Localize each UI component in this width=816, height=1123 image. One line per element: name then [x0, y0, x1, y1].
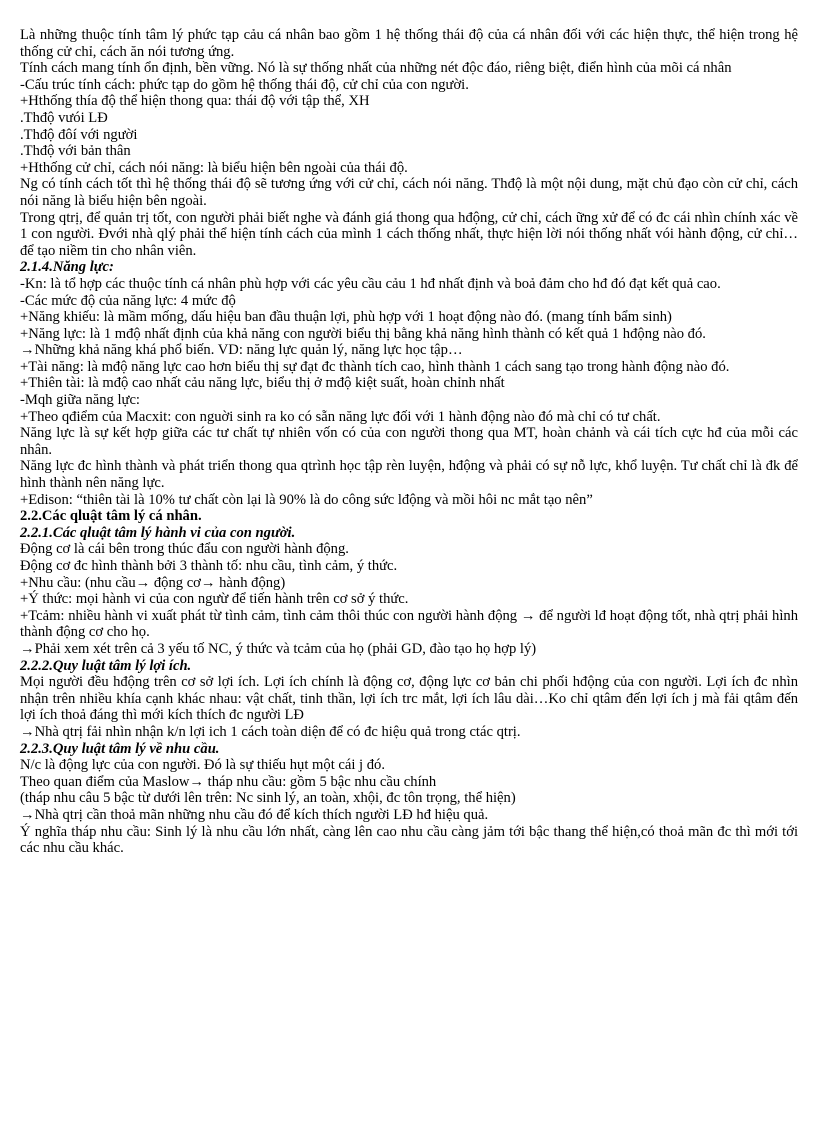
paragraph: Ý nghĩa tháp nhu cầu: Sinh lý là nhu cầu lớn nhất, càng lên cao nhu cầu càng jảm tới bậc thang thể hiện,có thoả mãn đc thì mới tới các nhu cầu khác. [20, 823, 798, 857]
paragraph: .Thđộ với bản thân [20, 143, 131, 160]
paragraph: +Theo qđiểm của Macxit: con nguời sinh ra ko có sẵn năng lực đối với 1 hành động nào đó mà chỉ có tư chất. [20, 408, 661, 425]
section-heading: 2.2.3.Quy luật tâm lý về nhu cầu. [20, 740, 220, 757]
section-heading: 2.2.Các qluật tâm lý cá nhân. [20, 508, 202, 525]
section-heading: 2.2.2.Quy luật tâm lý lợi ích. [20, 657, 192, 674]
paragraph: +Hthống thía độ thể hiện thong qua: thái độ với tập thể, XH [20, 93, 370, 110]
paragraph: Tính cách mang tính ổn định, bền vững. Nó là sự thống nhất của những nét độc đáo, riêng biệt, điển hình của mõi cá nhân [20, 60, 732, 77]
paragraph: Năng lực đc hình thành và phát triển thong qua qtrình học tập rèn luyện, hđộng và phải có sự nỗ lực, khổ luyện. Tư chất chỉ là đk để hình thành nên năng lực. [20, 458, 798, 492]
paragraph: Mọi người đều hđộng trên cơ sở lợi ích. Lợi ích chính là động cơ, động lực cơ bản chi phối hđộng của con người. Lợi ích đc nhìn nhận trên nhiều khía cạnh khác nhau: vật chất, tinh thần, lợi ích trc mắt, lợi ích lâu dài…Ko chỉ qtâm đến lợi ích j mà fải qtâm đến lợi ích thoả đáng thì mới kích thích đc người LĐ [20, 674, 798, 724]
paragraph: -Cấu trúc tính cách: phức tạp do gồm hệ thống thái độ, cử chỉ của con người. [20, 76, 469, 93]
paragraph: -Mqh giữa năng lực: [20, 392, 140, 409]
paragraph: -Kn: là tổ hợp các thuộc tính cá nhân phù hợp với các yêu cầu cảu 1 hđ nhất định và boả đảm cho hđ đó đạt kết quả cao. [20, 275, 721, 292]
paragraph: N/c là động lực của con người. Đó là sự thiếu hụt một cái j đó. [20, 757, 386, 774]
paragraph: +Ý thức: mọi hành vi của con ngưừ để tiến hành trên cơ sở ý thức. [20, 591, 409, 608]
paragraph: Ng có tính cách tốt thì hệ thống thái độ sẽ tương ứng với cử chỉ, cách nói năng. Thđộ là một nội dung, mặt chủ đạo còn cử chỉ, cách nói năng là biểu hiện bên ngoài. [20, 176, 798, 209]
paragraph: +Thiên tài: là mđộ cao nhất cảu năng lực, biểu thị ở mđộ kiệt suất, hoàn chỉnh nhất [20, 375, 505, 392]
paragraph: Là những thuộc tính tâm lý phức tạp cảu cá nhân bao gồm 1 hệ thống thái độ của cá nhân đối với các hiện thực, thể hiện trong hệ thống cử chỉ, cách ăn nói tương ứng. [20, 27, 798, 60]
paragraph: -Các mức độ của năng lực: 4 mức độ [20, 292, 236, 309]
paragraph: Trong qtrị, để quản trị tốt, con người phải biết nghe và đánh giá thong qua hđộng, cử chỉ, cách ững xử để có đc cái nhìn chính xác về 1 con người. Đvới nhà qlý phải thể hiện tính cách của mình 1 cách thống nhất, thực hiện lời nói thống nhất vói hành động, cử chỉ…để tạo niềm tin cho nhân viên. [20, 209, 798, 259]
paragraph: +Nhu cầu: (nhu cầu→ động cơ→ hành động) [20, 574, 286, 591]
paragraph: Động cơ là cái bên trong thúc đẩu con người hành động. [20, 541, 349, 558]
section-heading: 2.2.1.Các qluật tâm lý hành vi của con người. [20, 524, 296, 541]
section-heading: 2.1.4.Năng lực: [20, 259, 114, 276]
paragraph: (tháp nhu câu 5 bậc từ dưới lên trên: Nc sinh lý, an toàn, xhội, đc tôn trọng, thể hiện) [20, 790, 516, 807]
paragraph: →Nhà qtrị cần thoả mãn những nhu cầu đó để kích thích người LĐ hđ hiệu quả. [20, 806, 489, 823]
paragraph: +Edison: “thiên tài là 10% tư chất còn lại là 90% là do công sức lđộng và mồi hôi nc mắt tạo nên” [20, 491, 593, 508]
paragraph: →Những khả năng khá phổ biến. VD: năng lực quản lý, năng lực học tập… [20, 342, 463, 359]
paragraph: +Tcảm: nhiều hành vi xuất phát từ tình cảm, tình cảm thôi thúc con người hành động → để người lđ hoạt động tốt, nhà qtrị phải hình thành động cơ cho họ. [20, 607, 798, 641]
paragraph: →Nhà qtrị fải nhìn nhận k/n lợi ich 1 cách toàn diện để có đc hiệu quả trong ctác qtrị. [20, 723, 521, 740]
paragraph: →Phải xem xét trên cả 3 yếu tố NC, ý thức và tcảm của họ (phải GD, đào tạo họ hợp lý) [20, 640, 537, 657]
document-page [20, 27, 798, 857]
paragraph: .Thđộ vưói LĐ [20, 109, 108, 126]
paragraph: +Năng khiếu: là mầm mống, dấu hiệu ban đầu thuận lợi, phù hợp với 1 hoạt động nào đó. (mang tính bẩm sinh) [20, 309, 672, 326]
paragraph: Năng lực là sự kết hợp giữa các tư chất tự nhiên vốn có của con người thong qua MT, hoàn chảnh và cái tích cực hđ của mỗi các nhân. [20, 425, 798, 458]
paragraph: .Thđộ đôí với người [20, 126, 138, 143]
paragraph: Theo quan điểm của Maslow→ tháp nhu cầu: gồm 5 bậc nhu cầu chính [20, 773, 437, 790]
paragraph: +Năng lực: là 1 mđộ nhất định của khả năng con người biểu thị bằng khả năng hình thành có kết quả 1 hđộng nào đó. [20, 325, 706, 342]
paragraph: Động cơ đc hình thành bởi 3 thành tố: nhu cầu, tình cảm, ý thức. [20, 558, 398, 574]
paragraph: +Hthống cử chỉ, cách nói năng: là biểu hiện bên ngoài của thái độ. [20, 159, 408, 176]
paragraph: +Tài năng: là mđộ năng lực cao hơn biểu thị sự đạt đc thành tích cao, hình thành 1 cách sang tạo trong hành động nào đó. [20, 358, 730, 375]
